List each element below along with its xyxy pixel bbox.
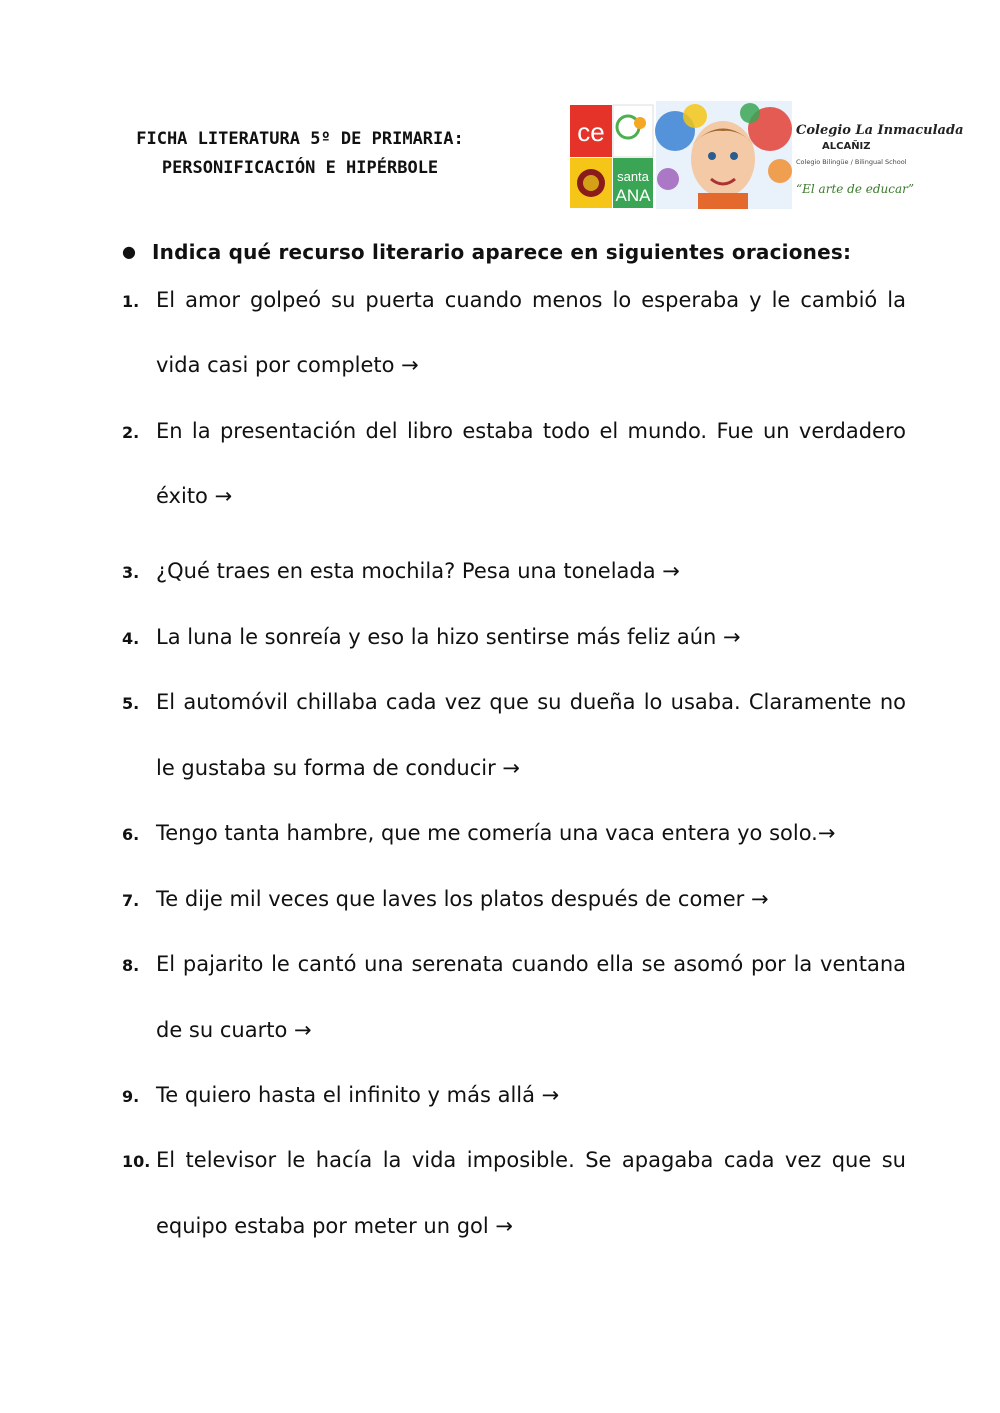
logo-city: ALCAÑIZ: [822, 141, 871, 152]
item-text: El amor golpeó su puerta cuando menos lo esperaba y le cambió la: [156, 288, 906, 312]
item-number: 10.: [122, 1152, 151, 1171]
item-text: En la presentación del libro estaba todo el mundo. Fue un verdadero: [156, 419, 906, 443]
item-number: 7.: [122, 891, 140, 910]
title-line-2: PERSONIFICACIÓN E HIPÉRBOLE: [161, 158, 439, 178]
logo-school-name: Colegio La Inmaculada: [796, 123, 964, 138]
item-number: 3.: [122, 563, 140, 582]
item-number: 8.: [122, 956, 140, 975]
item-number: 5.: [122, 694, 140, 713]
item-text: le gustaba su forma de conducir →: [156, 756, 520, 780]
logo-motto: “El arte de educar”: [796, 182, 915, 196]
worksheet-title: [80, 125, 520, 183]
child-painted-hands-photo: [655, 101, 792, 209]
item-text: Te dije mil veces que laves los platos después de comer →: [156, 887, 769, 911]
school-logo: [570, 101, 964, 209]
item-text: El automóvil chillaba cada vez que su dueña lo usaba. Claramente no: [156, 690, 906, 714]
item-number: 1.: [122, 292, 140, 311]
bullet-icon: ●: [122, 242, 137, 261]
item-text: El televisor le hacía la vida imposible. Se apagaba cada vez que su: [156, 1148, 906, 1172]
item-number: 4.: [122, 629, 140, 648]
logo-santa-text: santa: [617, 169, 649, 184]
item-number: 2.: [122, 423, 140, 442]
item-number: 9.: [122, 1087, 140, 1106]
item-text: éxito →: [156, 484, 233, 508]
item-number: 6.: [122, 825, 140, 844]
title-line-1: FICHA LITERATURA 5º DE PRIMARIA:: [136, 129, 464, 149]
item-text: El pajarito le cantó una serenata cuando ella se asomó por la ventana: [156, 952, 906, 976]
item-text: ¿Qué traes en esta mochila? Pesa una tonelada →: [156, 559, 680, 583]
item-text: equipo estaba por meter un gol →: [156, 1214, 513, 1238]
instruction: [122, 240, 851, 264]
logo-subtitle: Colegio Bilingüe / Bilingual School: [796, 158, 907, 166]
item-text: de su cuarto →: [156, 1018, 312, 1042]
item-text: Tengo tanta hambre, que me comería una vaca entera yo solo.→: [156, 821, 836, 845]
logo-ce-text: ce: [577, 117, 605, 147]
item-text: vida casi por completo →: [156, 353, 419, 377]
item-text: La luna le sonreía y eso la hizo sentirse más feliz aún →: [156, 625, 741, 649]
logo-ana-text: ANA: [615, 186, 651, 205]
item-text: Te quiero hasta el infinito y más allá →: [156, 1083, 560, 1107]
instruction-text: Indica qué recurso literario aparece en siguientes oraciones:: [152, 240, 852, 264]
